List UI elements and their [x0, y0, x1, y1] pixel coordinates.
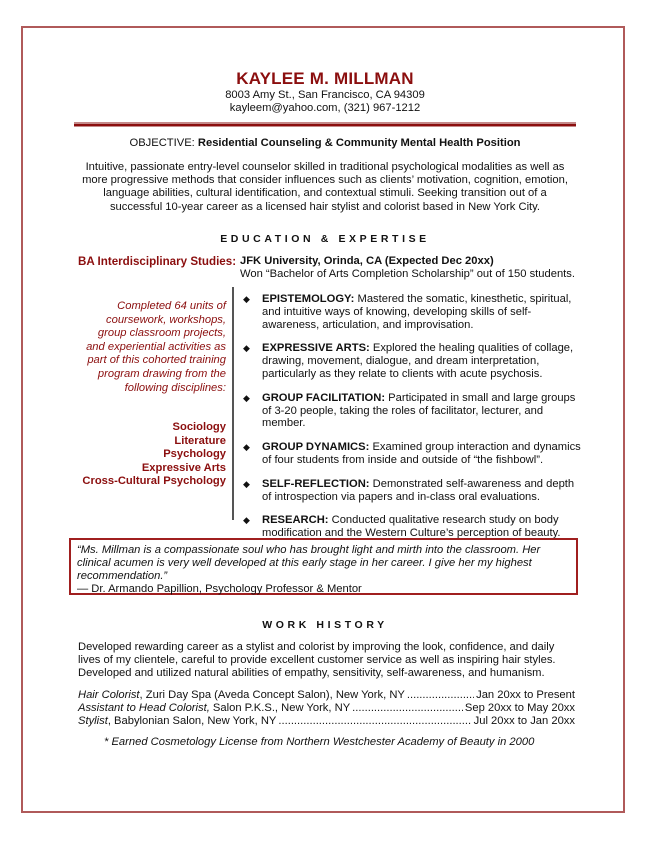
expertise-item — [243, 441, 583, 467]
job-title: Stylist — [78, 715, 108, 728]
column-divider — [232, 287, 234, 520]
objective-title: Residential Counseling & Community Mental Health Position — [197, 137, 521, 149]
expertise-title: EXPRESSIVE ARTS: — [262, 342, 370, 355]
expertise-item — [243, 342, 583, 380]
address: 8003 Amy St., San Francisco, CA 94309 — [225, 89, 425, 101]
job-employer: Salon P.K.S., New York, NY — [209, 702, 351, 715]
expertise-item — [243, 293, 583, 331]
license-note: * Earned Cosmetology License from Northern Westchester Academy of Beauty in 2000 — [104, 736, 535, 748]
objective-label: OBJECTIVE: — [129, 137, 195, 149]
job-employer: , Zuri Day Spa (Aveda Concept Salon), New York, NY — [139, 689, 405, 701]
job-dates: Sep 20xx to May 20xx — [464, 702, 575, 715]
expertise-item — [243, 478, 583, 504]
work-summary: Developed rewarding career as a stylist and colorist by improving the look, confidence, and daily lives of my clientele, careful to provide excellent customer service as well as inspiring hair styles. Developed and utilized natural abilities of empathy, sensitivity, self-awareness, and humanism. — [78, 641, 556, 680]
diamond-bullet-icon: ◆ — [243, 343, 250, 354]
scholarship-note: Won “Bachelor of Arts Completion Scholarship” out of 150 students. — [240, 268, 575, 280]
expertise-text: Explored the healing qualities of collage, drawing, movement, dialogue, and dream interpretation, particularly as they relate to clients with acute psychosis. — [262, 342, 574, 380]
job-dates: Jul 20xx to Jan 20xx — [473, 715, 575, 728]
expertise-text: Examined group interaction and dynamics of four students from inside and outside of “the fishbowl”. — [262, 441, 581, 466]
diamond-bullet-icon: ◆ — [243, 294, 250, 304]
job-employer: , Babylonian Salon, New York, NY — [107, 715, 277, 728]
testimonial-attribution: — Dr. Armando Papillion, Psychology Professor & Mentor — [77, 583, 362, 595]
dot-leader — [352, 702, 463, 715]
profile-summary: Intuitive, passionate entry-level counselor skilled in traditional psychological modalities as well as more progressive methods that consider influences such as clients’ motivation, cognition, emotion, language abilities, cultural identification, and contextual stimuli. Seeking transition out of a successful 10-year career as a licensed hair stylist and colorist based in New York City. — [82, 161, 568, 213]
expertise-text: Mastered the somatic, kinesthetic, spiritual, and intuitive ways of knowing, developing skills of self-awareness, articulation, and improvisation. — [262, 293, 572, 331]
discipline-item: Literature — [174, 434, 226, 447]
section-heading-education: EDUCATION & EXPERTISE — [220, 233, 430, 245]
degree-label: BA Interdisciplinary Studies: — [78, 255, 237, 268]
disciplines-list — [78, 421, 226, 489]
header-divider — [74, 122, 576, 127]
expertise-text: Demonstrated self-awareness and depth of introspection via papers and in-class oral evaluations. — [262, 477, 575, 503]
diamond-bullet-icon: ◆ — [243, 515, 250, 526]
discipline-item: Sociology — [172, 421, 226, 433]
expertise-text: Participated in small and large groups of 3-20 people, taking the roles of facilitator, lecturer, and member. — [262, 391, 576, 430]
job-entry — [78, 689, 575, 702]
expertise-title: EPISTEMOLOGY: — [262, 293, 355, 305]
expertise-title: GROUP FACILITATION: — [262, 391, 386, 404]
expertise-item — [243, 514, 583, 540]
discipline-item: Psychology — [163, 448, 226, 461]
contact-info: kayleem@yahoo.com, (321) 967-1212 — [229, 102, 421, 114]
objective — [0, 137, 650, 149]
section-heading-work: WORK HISTORY — [262, 619, 388, 631]
candidate-name: KAYLEE M. MILLMAN — [236, 69, 414, 88]
job-title: Hair Colorist — [78, 689, 140, 701]
discipline-item: Expressive Arts — [141, 461, 226, 474]
job-dates: Jan 20xx to Present — [476, 689, 575, 701]
expertise-title: GROUP DYNAMICS: — [262, 441, 370, 454]
diamond-bullet-icon: ◆ — [243, 478, 250, 489]
expertise-title: RESEARCH: — [262, 514, 329, 527]
job-entry — [78, 715, 575, 728]
expertise-text: Conducted qualitative research study on body modification and the Western Culture’s perception of beauty. — [262, 514, 561, 540]
job-entry — [78, 702, 575, 715]
expertise-item — [243, 392, 583, 430]
diamond-bullet-icon: ◆ — [243, 442, 250, 453]
job-list — [78, 689, 575, 729]
discipline-item: Cross-Cultural Psychology — [82, 475, 226, 488]
testimonial-quote: “Ms. Millman is a compassionate soul who has brought light and mirth into the classroom. Her clinical acumen is very well developed at this early stage in her career. I give her my highest recommendation.” — [77, 544, 541, 582]
expertise-title: SELF-REFLECTION: — [262, 477, 370, 490]
testimonial-box — [69, 538, 578, 595]
job-title: Assistant to Head Colorist, — [78, 702, 210, 715]
diamond-bullet-icon: ◆ — [243, 392, 250, 403]
school-info: JFK University, Orinda, CA (Expected Dec 20xx) — [240, 255, 494, 267]
coursework-note: Completed 64 units of coursework, workshops, group classroom projects, and experiential activities as part of this cohorted training program drawing from the following disciplines: — [86, 300, 226, 394]
dot-leader — [407, 689, 474, 702]
dot-leader — [278, 715, 471, 728]
expertise-list — [243, 293, 583, 551]
